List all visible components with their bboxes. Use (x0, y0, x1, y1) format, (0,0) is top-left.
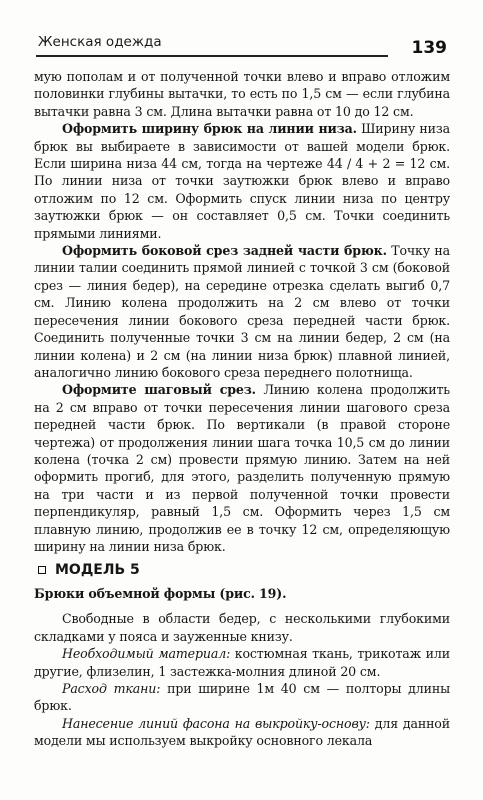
paragraph-lead: Оформите шаговый срез. (62, 382, 256, 398)
section-title: МОДЕЛЬ 5 (55, 562, 140, 578)
section-description: Свободные в области бедер, с несколькими глубокими складками у пояса и зауженные книзу. (34, 611, 450, 644)
lines-paragraph: Нанесение линий фасона на выкройку-основу: для данной модели мы используем выкройку основного лекала (34, 715, 450, 749)
material-paragraph: Необходимый материал: костюмная ткань, трикотаж или другие, флизелин, 1 застежка-молния длиной 20 см. (34, 646, 451, 679)
header-rule (36, 55, 388, 57)
lines-label: Нанесение линий фасона на выкройку-основу: (62, 715, 370, 731)
running-title: Женская одежда (38, 34, 162, 50)
section-subtitle: Брюки объемной формы (рис. 19). (34, 586, 287, 601)
paragraph-continuation: мую пополам и от полученной точки влево и вправо отложим половинки глубины вытачки, то есть по 1,5 см — если глубина вытачки равна 3 см. Длина вытачки равна от 10 до 12 см. (34, 69, 450, 119)
section-heading (38, 562, 140, 578)
fabric-label: Расход ткани: (62, 681, 161, 697)
fabric-paragraph: Расход ткани: при ширине 1м 40 см — полторы длины брюк. (34, 681, 450, 714)
material-label: Необходимый материал: (62, 646, 231, 662)
main-text (34, 68, 450, 555)
paragraph-inseam: Оформите шаговый срез. Линию колена продолжить на 2 см вправо от точки пересечения линии шагового среза передней части брюк. По вертикали (в правой стороне чертежа) от продолжения линии шага точка 10,5 см до линии колена (точка 2 см) провести прямую линию. Затем на ней оформить прогиб, для этого, разделить полученную прямую на три части и из первой полученной точки провести перпендикуляр, равный 1,5 см. Оформить через 1,5 см плавную линию, продолжив ее в точку 12 см, определяющую ширину на линии низа брюк. (34, 382, 450, 554)
square-bullet-icon (38, 566, 46, 574)
paragraph-side-seam: Оформить боковой срез задней части брюк. Точку на линии талии соединить прямой линией с точкой 3 см (боковой срез — линия бедер), на середине отрезка сделать выгиб 0,7 см. Линию колена продолжить на 2 см влево от точки пересечения линии бокового среза передней части брюк. Соединить полученные точки 3 см на линии бедер, 2 см (на линии колена) и 2 см (на линии низа брюк) плавной линией, аналогично линию бокового среза переднего полотнища. (34, 243, 450, 380)
paragraph-lead: Оформить ширину брюк на линии низа. (62, 121, 357, 137)
paragraph-bottom-width: Оформить ширину брюк на линии низа. Ширину низа брюк вы выбираете в зависимости от вашей модели брюк. Если ширина низа 44 см, тогда на чертеже 44 / 4 + 2 = 12 см. По линии низа от точки заутюжки брюк влево и вправо отложим по 12 см. Оформить спуск линии низа по центру заутюжки брюк — он составляет 0,5 см. Точки соединить прямыми линиями. (34, 121, 450, 241)
section-text (34, 585, 450, 750)
paragraph-lead: Оформить боковой срез задней части брюк. (62, 243, 387, 259)
page-number: 139 (411, 38, 447, 58)
